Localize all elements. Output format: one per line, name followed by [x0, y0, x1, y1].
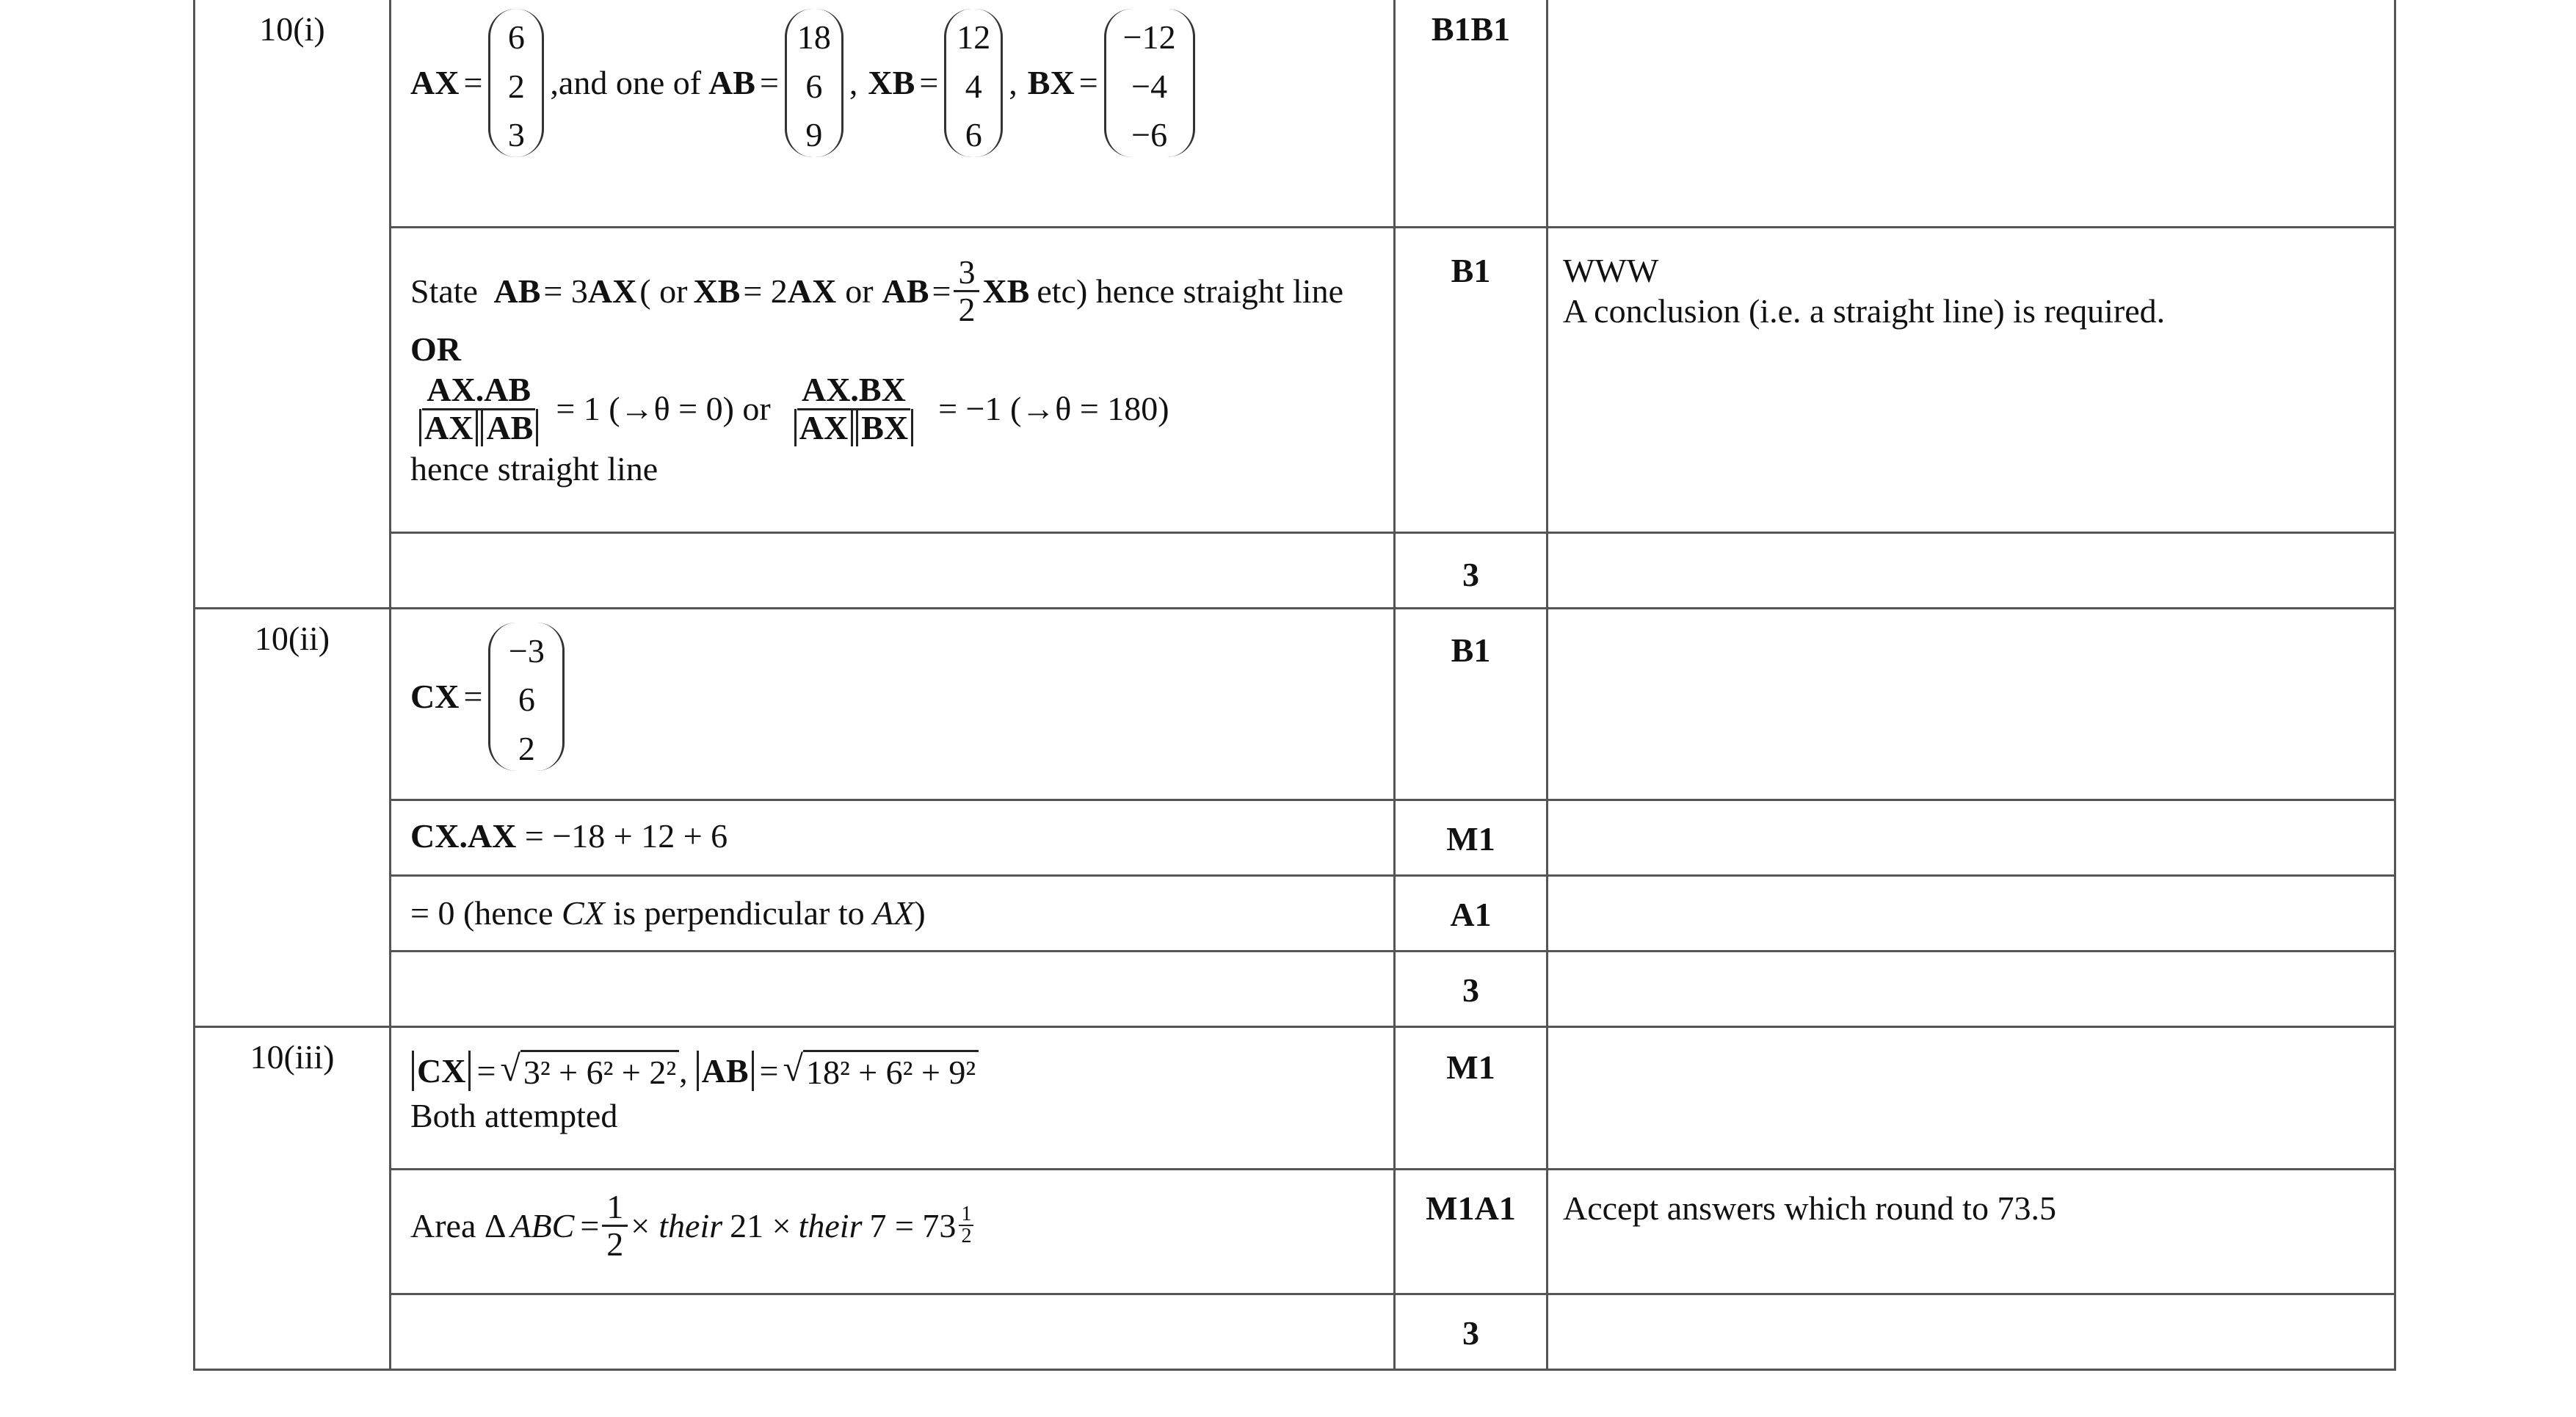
fraction-denominator: 2 — [961, 1225, 972, 1248]
vector-component: 6 — [518, 681, 535, 719]
magnitude: AB — [481, 409, 538, 446]
result-text: = 0 (hence — [410, 894, 554, 932]
xb-label: XB — [868, 64, 915, 102]
vector-component: −12 — [1122, 18, 1176, 56]
equals: = — [1078, 64, 1098, 102]
state-text: State — [410, 272, 478, 310]
xb-label: XB — [982, 272, 1030, 310]
or-text: or — [845, 272, 874, 310]
table-row — [195, 800, 2395, 875]
mark-cell: M1A1 — [1395, 1169, 1548, 1294]
mark-cell: B1 — [1395, 227, 1548, 532]
fraction-denominator — [788, 410, 919, 446]
equals: = — [463, 64, 483, 102]
answer-cell — [391, 800, 1395, 875]
vector-component: 4 — [965, 67, 982, 105]
comma: , — [1009, 64, 1017, 102]
guidance-cell — [1548, 951, 2395, 1026]
magnitude: CX — [412, 1051, 471, 1091]
answer-cell — [391, 532, 1395, 608]
mark-cell: M1 — [1395, 800, 1548, 875]
total-mark-cell: 3 — [1395, 532, 1548, 608]
cx-label: CX — [410, 677, 460, 715]
fraction-numerator: AX.AB — [422, 372, 535, 410]
fraction-numerator: AX.BX — [797, 372, 910, 410]
guidance-cell — [1548, 608, 2395, 800]
mark-cell: A1 — [1395, 875, 1548, 951]
ab-label: AB — [882, 272, 929, 310]
ab-vector — [785, 9, 843, 157]
guidance-cell — [1548, 800, 2395, 875]
table-row — [195, 227, 2395, 532]
dot-result: = −1 (→θ = 180) — [938, 390, 1169, 428]
table-row — [195, 608, 2395, 800]
answer-cell — [391, 1294, 1395, 1369]
xb-vector — [944, 9, 1003, 157]
mark-cell: B1 — [1395, 608, 1548, 800]
and-one-of-text: ,and one of — [550, 64, 702, 102]
abc-label: ABC — [510, 1206, 575, 1244]
their-text: their — [798, 1206, 863, 1244]
guidance-text: A conclusion (i.e. a straight line) is required. — [1563, 291, 2166, 330]
dot-expression: = −18 + 12 + 6 — [524, 816, 728, 855]
hence-text: hence straight line — [410, 449, 658, 488]
vector-component: −3 — [508, 631, 545, 670]
equals: = — [476, 1052, 496, 1090]
guidance-cell — [1548, 1026, 2395, 1169]
guidance-cell — [1548, 227, 2395, 532]
guidance-cell — [1548, 1169, 2395, 1294]
total-mark-cell: 3 — [1395, 1294, 1548, 1369]
fraction-numerator: 1 — [959, 1204, 973, 1226]
both-attempted-text: Both attempted — [410, 1096, 618, 1134]
dot: . — [459, 816, 468, 855]
vector-component: 12 — [957, 18, 991, 56]
value-text: 7 = 73 — [869, 1206, 957, 1244]
vector-component: 6 — [965, 116, 982, 154]
equals: = — [463, 677, 483, 715]
radicand: 3² + 6² + 2² — [520, 1050, 679, 1092]
ax-label: AX — [787, 272, 837, 310]
or-text: ( or — [639, 272, 688, 310]
vector-component: 18 — [797, 18, 831, 56]
cx-label: CX — [562, 894, 605, 932]
equals: = — [580, 1206, 600, 1244]
vector-component: 6 — [805, 67, 823, 105]
conclusion-text: etc) hence straight line — [1037, 272, 1343, 310]
answer-cell — [391, 951, 1395, 1026]
equals: = — [759, 1052, 779, 1090]
cx-vector — [488, 623, 565, 771]
square-root: √ 3² + 6² + 2² — [500, 1050, 679, 1092]
ax-label: AX — [873, 894, 915, 932]
question-number: 10(iii) — [195, 1026, 391, 1369]
equals: = — [759, 64, 779, 102]
vector-component: 6 — [507, 18, 525, 56]
dot-fraction — [788, 372, 919, 446]
fraction-denominator: 2 — [606, 1225, 624, 1263]
equals-three: = 3 — [543, 272, 588, 310]
fraction-numerator: 1 — [602, 1189, 628, 1227]
equals-two: = 2 — [743, 272, 788, 310]
guidance-text: WWW — [1563, 251, 1659, 289]
table-row — [195, 1294, 2395, 1369]
bx-label: BX — [1027, 64, 1075, 102]
answer-cell — [391, 1169, 1395, 1294]
fraction-denominator: 2 — [958, 290, 976, 328]
value-text: 21 × — [730, 1206, 791, 1244]
cx-label: CX — [410, 816, 460, 855]
vector-component: 9 — [805, 116, 823, 154]
fraction-numerator: 3 — [954, 255, 979, 292]
fraction-denominator — [413, 410, 544, 446]
table-row — [195, 951, 2395, 1026]
ab-label: AB — [493, 272, 541, 310]
guidance-cell — [1548, 875, 2395, 951]
cx-vector-line — [410, 623, 1374, 771]
equals: = — [919, 64, 939, 102]
vector-component: 2 — [518, 729, 535, 767]
small-fraction — [959, 1204, 973, 1247]
ab-label: AB — [708, 64, 755, 102]
vector-component: −4 — [1131, 67, 1168, 105]
guidance-cell — [1548, 532, 2395, 608]
result-text: ) — [914, 894, 926, 932]
ax-vector — [488, 9, 544, 157]
magnitude: BX — [856, 409, 913, 446]
table-row — [195, 1169, 2395, 1294]
vector-component: 3 — [507, 116, 525, 154]
fraction — [954, 255, 979, 328]
ax-label: AX — [467, 816, 517, 855]
magnitude: AX — [794, 409, 853, 446]
mark-cell: M1 — [1395, 1026, 1548, 1169]
state-line — [410, 255, 1374, 328]
answer-cell — [391, 1026, 1395, 1169]
question-number: 10(i) — [195, 0, 391, 608]
area-line — [410, 1189, 1374, 1263]
xb-label: XB — [693, 272, 741, 310]
guidance-cell — [1548, 1294, 2395, 1369]
fraction — [602, 1189, 628, 1263]
comma: , — [679, 1052, 688, 1090]
dot-result: = 1 (→θ = 0) or — [556, 390, 771, 428]
dot-fraction — [413, 372, 544, 446]
their-text: their — [658, 1206, 723, 1244]
total-mark-cell: 3 — [1395, 951, 1548, 1026]
magnitude-line — [410, 1047, 1374, 1092]
area-text: Area Δ — [410, 1206, 507, 1244]
square-root: √ 18² + 6² + 9² — [783, 1050, 979, 1092]
question-number: 10(ii) — [195, 608, 391, 1026]
comma: , — [849, 64, 858, 102]
answer-cell — [391, 0, 1395, 227]
result-text: is perpendicular to — [613, 894, 865, 932]
radicand: 18² + 6² + 9² — [803, 1050, 979, 1092]
table-row — [195, 875, 2395, 951]
table-row — [195, 0, 2395, 227]
mark-scheme-table — [193, 0, 2396, 1371]
vector-component: 2 — [507, 67, 525, 105]
vector-component: −6 — [1131, 116, 1168, 154]
magnitude: AX — [419, 409, 478, 446]
bx-vector — [1104, 9, 1195, 157]
guidance-text: Accept answers which round to 73.5 — [1563, 1189, 2056, 1227]
or-heading: OR — [410, 330, 461, 369]
answer-cell — [391, 227, 1395, 532]
vector-line — [410, 9, 1374, 157]
equals: = — [932, 272, 951, 310]
dot-product-line — [410, 372, 1374, 446]
table-row — [195, 1026, 2395, 1169]
table-row — [195, 532, 2395, 608]
answer-cell — [391, 875, 1395, 951]
ax-label: AX — [410, 64, 460, 102]
times: × — [631, 1206, 650, 1244]
answer-cell — [391, 608, 1395, 800]
magnitude: AB — [697, 1051, 754, 1091]
guidance-cell — [1548, 0, 2395, 227]
mark-cell: B1B1 — [1395, 0, 1548, 227]
ax-label: AX — [587, 272, 637, 310]
